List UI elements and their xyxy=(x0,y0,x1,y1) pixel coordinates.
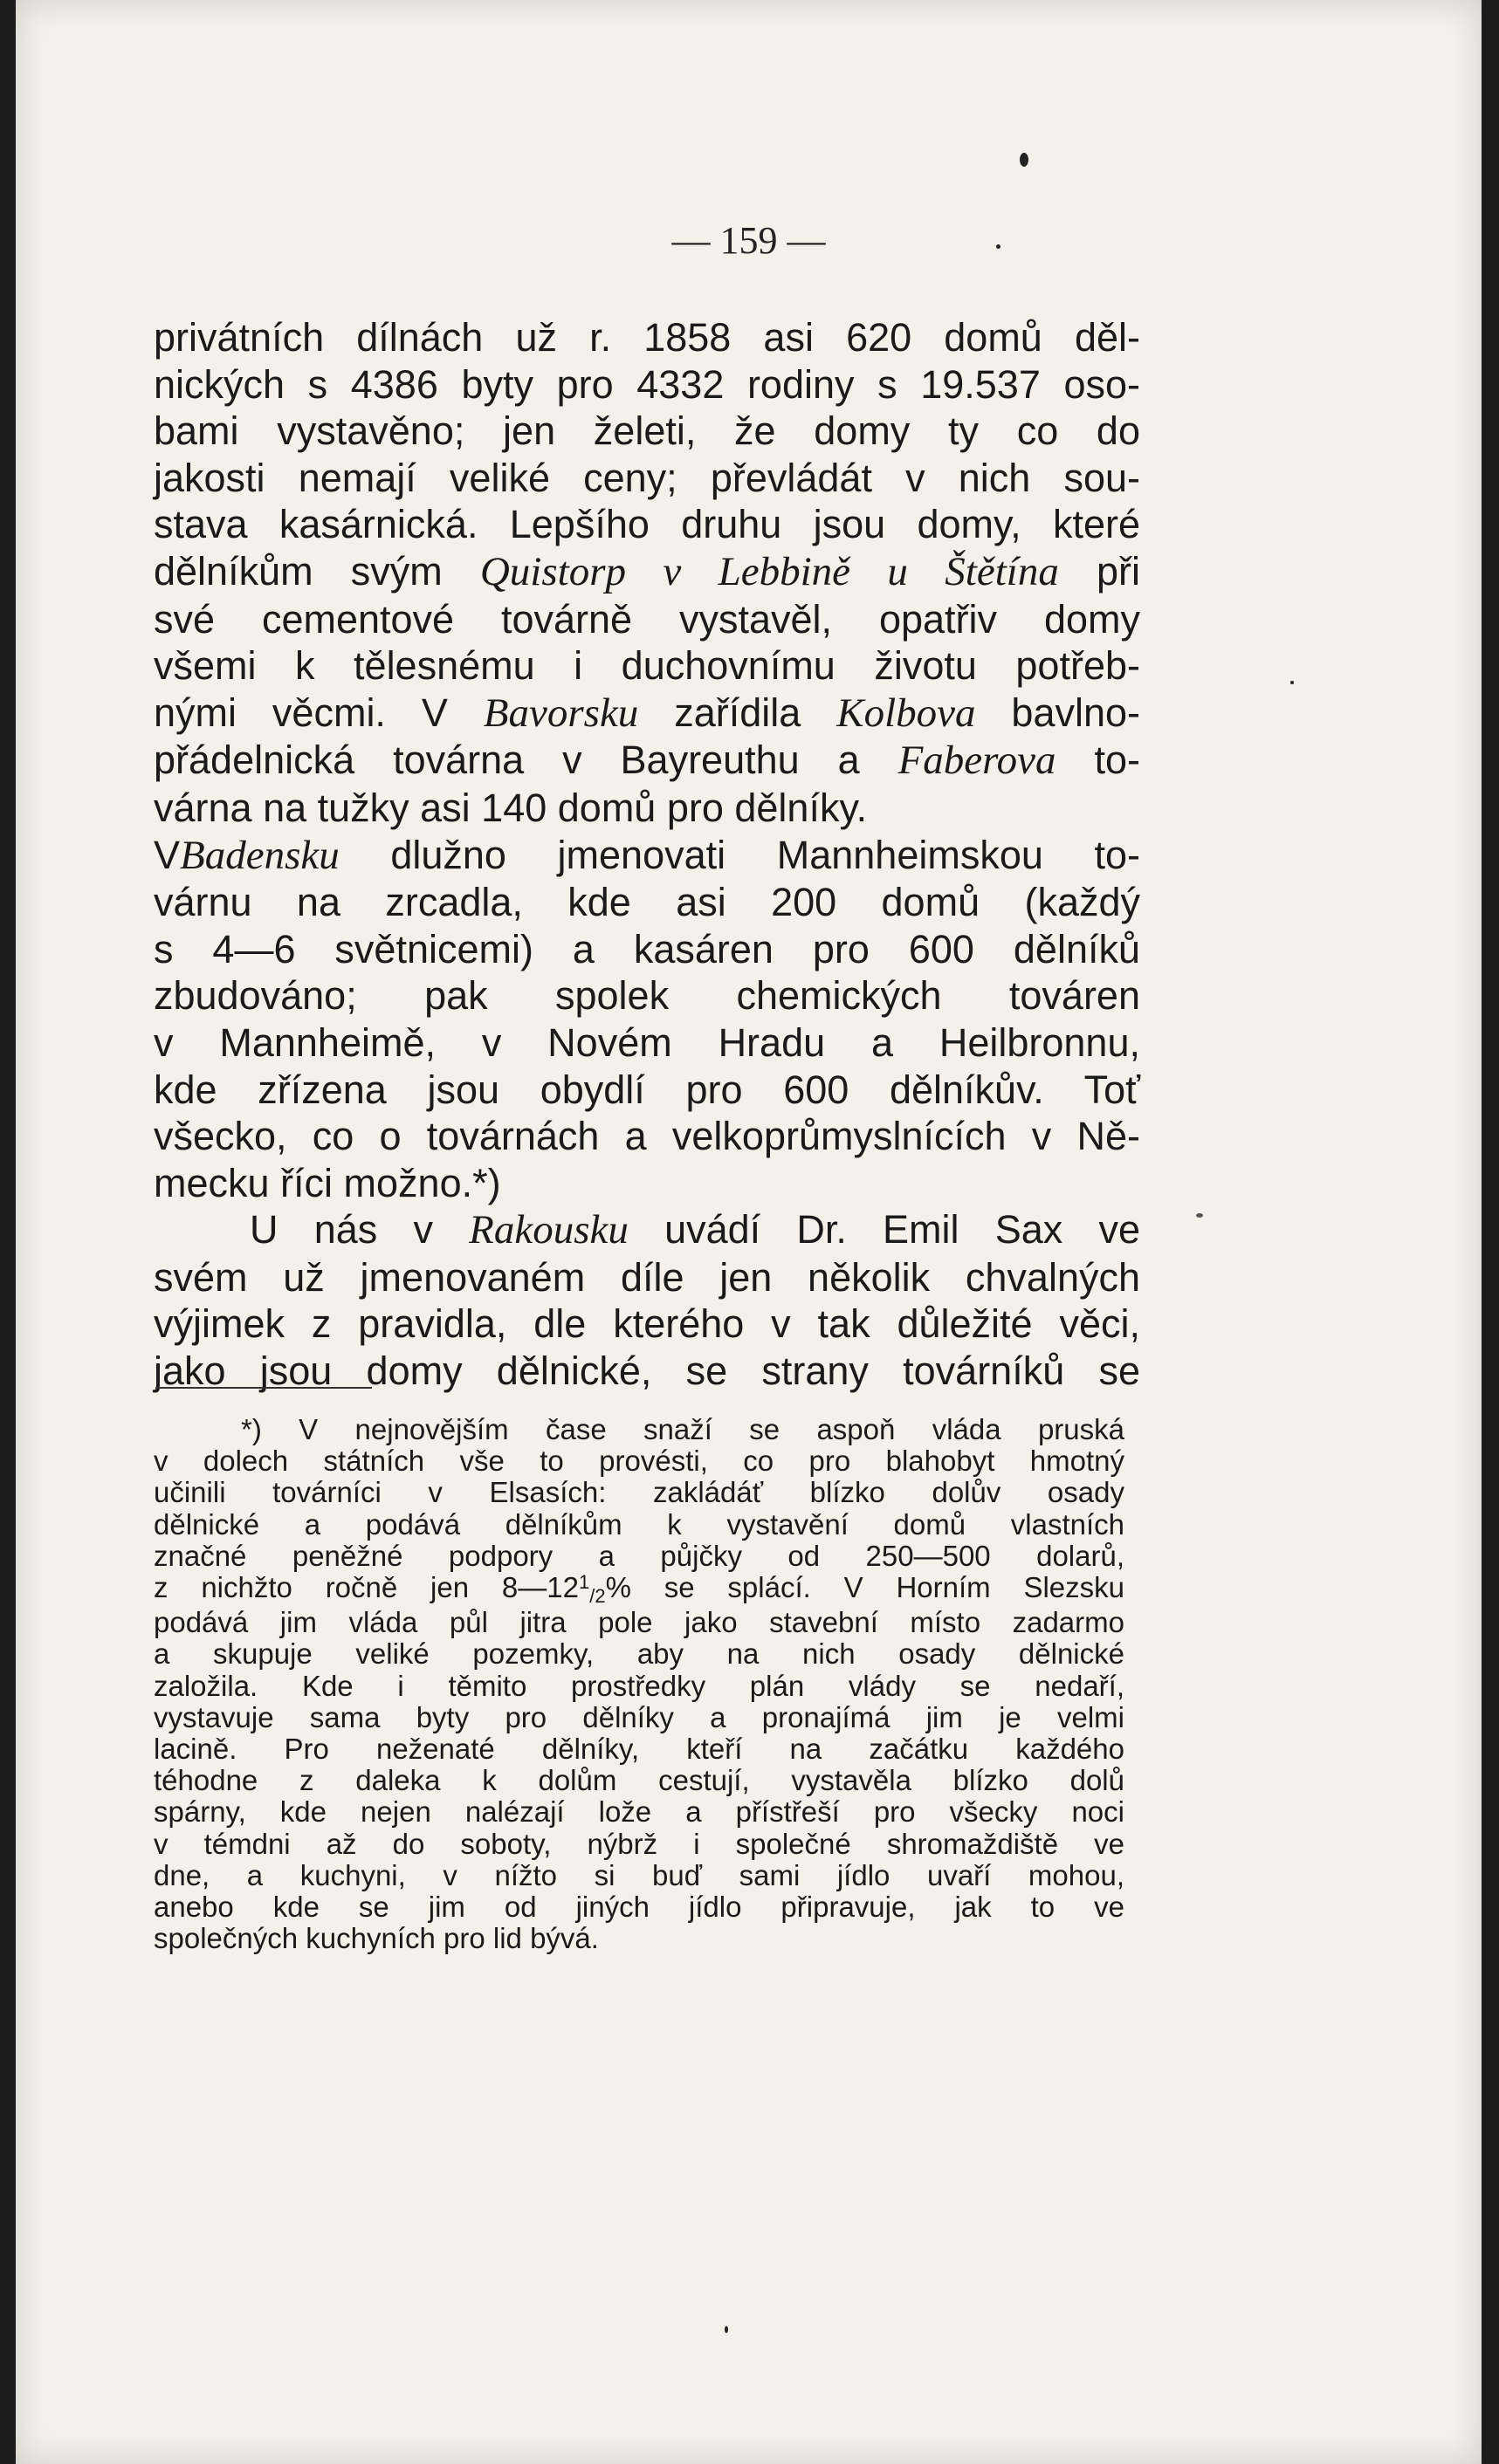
text-segment: přádelnická továrna v Bayreuthu a xyxy=(154,738,898,783)
text-line xyxy=(154,548,1140,596)
footnote-line: dělnické a podává dělníkům k vystavění domů vlastních xyxy=(154,1507,1124,1541)
book-page xyxy=(16,0,1482,2464)
footnote-line: značné peněžné podpory a půjčky od 250—500 dolarů, xyxy=(154,1539,1124,1572)
text-segment: U nás v xyxy=(250,1207,470,1253)
text-segment: nými věcmi. V xyxy=(154,690,484,735)
text-line: s 4—6 světnicemi) a kasáren pro 600 dělníků xyxy=(154,926,1140,971)
footnote-separator xyxy=(155,1387,372,1389)
footnote-line xyxy=(154,1572,1124,1607)
dust-speck xyxy=(1196,1213,1203,1218)
footnote-line: v dolech státních vše to provésti, co pro blahobyt hmotný xyxy=(154,1445,1124,1478)
footnote-line: společných kuchyních pro lid bývá. xyxy=(154,1922,599,1955)
footnote-line: založila. Kde i těmito prostředky plán vlády se nedaří, xyxy=(154,1669,1124,1702)
text-segment: uvádí Dr. Emil Sax ve xyxy=(628,1207,1140,1253)
main-text xyxy=(154,314,1140,1395)
dust-speck xyxy=(1290,681,1294,684)
footnote-line: dne, a kuchyni, v nížto si buď sami jídlo uvaří mohou, xyxy=(154,1858,1124,1891)
italic-name: Kolbova xyxy=(836,690,976,736)
text-segment: V xyxy=(154,832,181,877)
text-segment: dělníkům svým xyxy=(154,548,480,594)
text-line: várnu na zrcadla, kde asi 200 domů (každý xyxy=(154,880,1140,925)
footnote-line: téhodne z daleka k dolům cestují, vystavěla blízko dolů xyxy=(154,1764,1124,1797)
text-line: bami vystavěno; jen želeti, že domy ty co do xyxy=(154,408,1140,454)
dust-speck xyxy=(725,2326,728,2333)
page-number: — 159 — xyxy=(671,219,826,262)
italic-name: Badensku xyxy=(180,832,340,878)
fraction-numerator: 1 xyxy=(578,1571,590,1594)
dust-speck xyxy=(1020,153,1028,167)
italic-name: Rakousku xyxy=(469,1207,629,1253)
text-line: stava kasárnická. Lepšího druhu jsou domy, které xyxy=(154,502,1140,547)
footnote-line: učinili továrníci v Elsasích: zakládáť blízko dolův osady xyxy=(154,1476,1124,1509)
italic-name: Bavorsku xyxy=(483,690,639,736)
text-segment: zařídila xyxy=(638,690,837,735)
text-line xyxy=(154,832,1140,880)
text-line: jako jsou domy dělnické, se strany továrníků se xyxy=(154,1349,1140,1394)
text-segment: % se splácí. V Horním Slezsku xyxy=(605,1571,1124,1604)
footnote-line: lacině. Pro neženaté dělníky, kteří na začátku každého xyxy=(154,1733,1124,1766)
text-segment: při xyxy=(1058,548,1140,594)
text-segment: z nichžto ročně jen 8—12 xyxy=(154,1571,579,1604)
footnote xyxy=(154,1414,1124,1954)
italic-name: Quistorp v Lebbině u Štětína xyxy=(479,548,1059,594)
text-line xyxy=(154,1206,1140,1254)
text-segment: to- xyxy=(1055,738,1140,783)
text-line: v Mannheimě, v Novém Hradu a Heilbronnu, xyxy=(154,1019,1140,1065)
text-segment: bavlno- xyxy=(975,690,1141,735)
text-line: privátních dílnách už r. 1858 asi 620 domů děl- xyxy=(154,315,1140,360)
text-line: svém už jmenovaném díle jen několik chvalných xyxy=(154,1254,1140,1300)
text-line: své cementové továrně vystavěl, opatřiv domy xyxy=(154,596,1140,642)
italic-name: Faberova xyxy=(897,738,1056,784)
text-line: všemi k tělesnému i duchovnímu životu potřeb- xyxy=(154,643,1140,689)
dust-speck xyxy=(996,244,1000,249)
text-line xyxy=(154,737,1140,785)
text-line xyxy=(154,690,1140,738)
footnote-line: v témdni až do soboty, nýbrž i společné shromaždiště ve xyxy=(154,1827,1124,1860)
text-line: zbudováno; pak spolek chemických továren xyxy=(154,973,1140,1019)
footnote-line: spárny, kde nejen nalézají lože a přístřeší pro všecky noci xyxy=(154,1795,1124,1829)
footnote-line: *) V nejnovějším čase snaží se aspoň vláda pruská xyxy=(241,1413,1124,1445)
footnote-line: anebo kde se jim od jiných jídlo připravuje, jak to ve xyxy=(154,1891,1124,1924)
footnote-line: vystavuje sama byty pro dělníky a pronajímá jim je velmi xyxy=(154,1700,1124,1733)
text-line: nických s 4386 byty pro 4332 rodiny s 19.537 oso- xyxy=(154,361,1140,407)
text-line: jakosti nemají veliké ceny; převládát v nich sou- xyxy=(154,455,1140,500)
footnote-line: a skupuje veliké pozemky, aby na nich osady dělnické xyxy=(154,1637,1124,1671)
fraction-denominator: /2 xyxy=(589,1585,606,1608)
text-line: várna na tužky asi 140 domů pro dělníky. xyxy=(154,785,868,830)
text-line: všecko, co o továrnách a velkoprůmyslnících v Ně- xyxy=(154,1114,1140,1159)
text-line: mecku říci možno.*) xyxy=(154,1160,501,1205)
text-line: kde zřízena jsou obydlí pro 600 dělníkův. Toť xyxy=(154,1067,1140,1112)
text-line: výjimek z pravidla, dle kterého v tak důležité věci, xyxy=(154,1301,1140,1347)
text-segment: dlužno jmenovati Mannheimskou to- xyxy=(339,832,1140,877)
footnote-line: podává jim vláda půl jitra pole jako stavební místo zadarmo xyxy=(154,1606,1124,1639)
